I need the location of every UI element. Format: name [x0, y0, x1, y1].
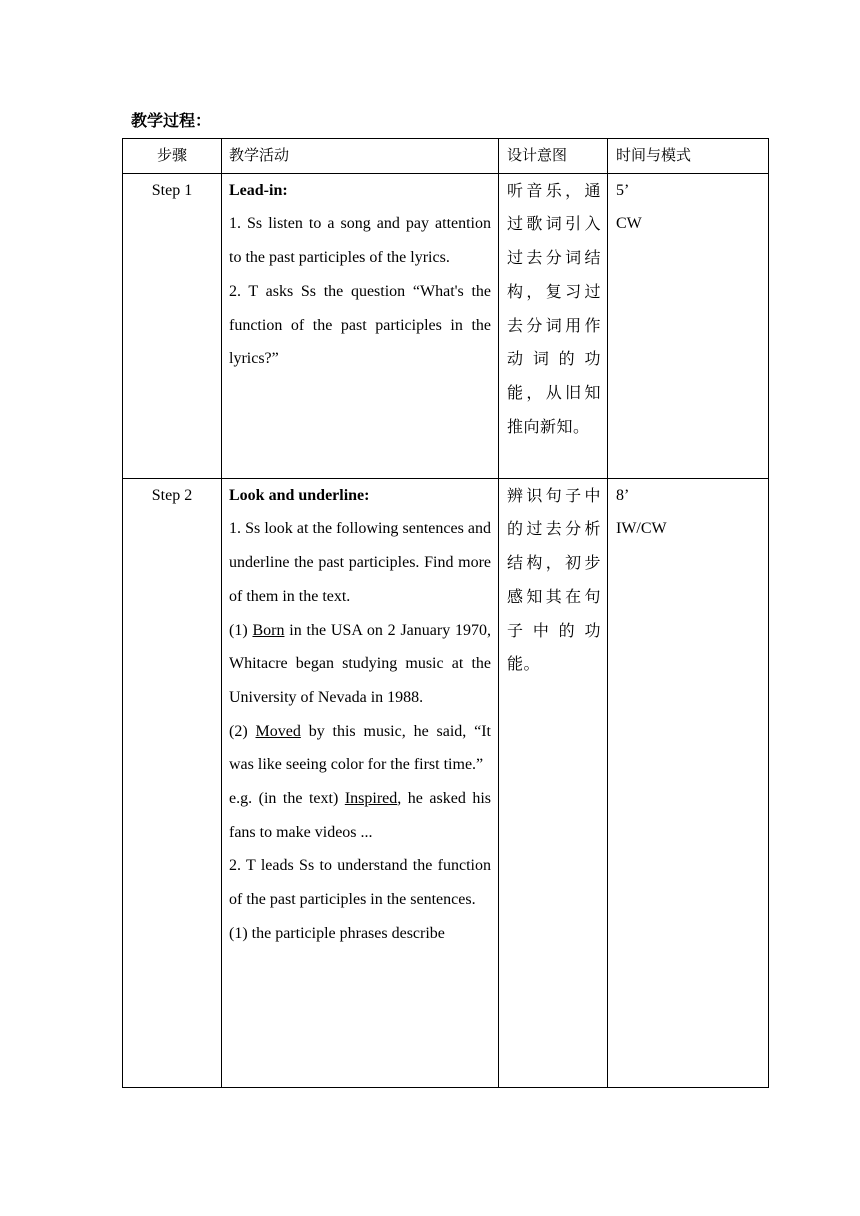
example-sentence: [229, 782, 491, 849]
mode-value: IW/CW: [616, 520, 667, 538]
underlined-participle: Moved: [255, 722, 301, 740]
example-rest: by this music, he said, “It was like seeing color for the first time.”: [229, 722, 492, 774]
example-sentence: [229, 715, 491, 782]
header-activity: 教学活动: [222, 139, 499, 174]
header-time-mode: 时间与模式: [608, 139, 769, 174]
time-value: 5’: [616, 181, 630, 199]
example-prefix: (1): [229, 621, 253, 639]
step-label: Step 1: [123, 173, 222, 478]
example-rest: , he asked his fans to make videos ...: [229, 790, 491, 841]
lesson-table: [122, 138, 769, 1088]
activity-item: 1. Ss look at the following sentences and underline the past participles. Find more of them in the text.: [229, 520, 491, 605]
underlined-participle: Born: [252, 621, 285, 639]
activity-item: (1) the participle phrases describe: [229, 924, 445, 942]
activity-item: 1. Ss listen to a song and pay attention to the past participles of the lyrics.: [229, 215, 491, 267]
mode-value: CW: [616, 215, 642, 233]
intention-cell: 辨识句子中的过去分析结构，初步感知其在句子中的功能。: [499, 478, 608, 1087]
time-mode-cell: [608, 173, 769, 478]
example-prefix: e.g. (in the text): [229, 790, 345, 808]
activity-item: 2. T asks Ss the question “What's the function of the past participles in the lyrics?”: [229, 282, 491, 368]
section-heading: 教学过程：: [131, 111, 212, 130]
activity-cell: [222, 478, 499, 1087]
time-value: 8’: [616, 486, 630, 504]
table-header-row: [123, 139, 769, 174]
example-prefix: (2): [229, 722, 256, 740]
time-mode-cell: [608, 478, 769, 1087]
activity-title: Lead-in:: [229, 181, 288, 199]
intention-cell: 听音乐，通过歌词引入过去分词结构，复习过去分词用作动词的功能，从旧知推向新知。: [499, 173, 608, 478]
table-row: [123, 478, 769, 1087]
activity-item: 2. T leads Ss to understand the function of the past participles in the sentences.: [229, 857, 491, 909]
underlined-participle: Inspired: [344, 790, 398, 808]
step-label: Step 2: [123, 478, 222, 1087]
activity-title: Look and underline:: [229, 486, 370, 504]
header-step: 步骤: [123, 139, 222, 174]
activity-cell: [222, 173, 499, 478]
table-row: [123, 173, 769, 478]
example-sentence: [229, 614, 491, 715]
example-rest: in the USA on 2 January 1970, Whitacre began studying music at the University of Nevada in 1988.: [229, 621, 492, 706]
header-intention: 设计意图: [499, 139, 608, 174]
